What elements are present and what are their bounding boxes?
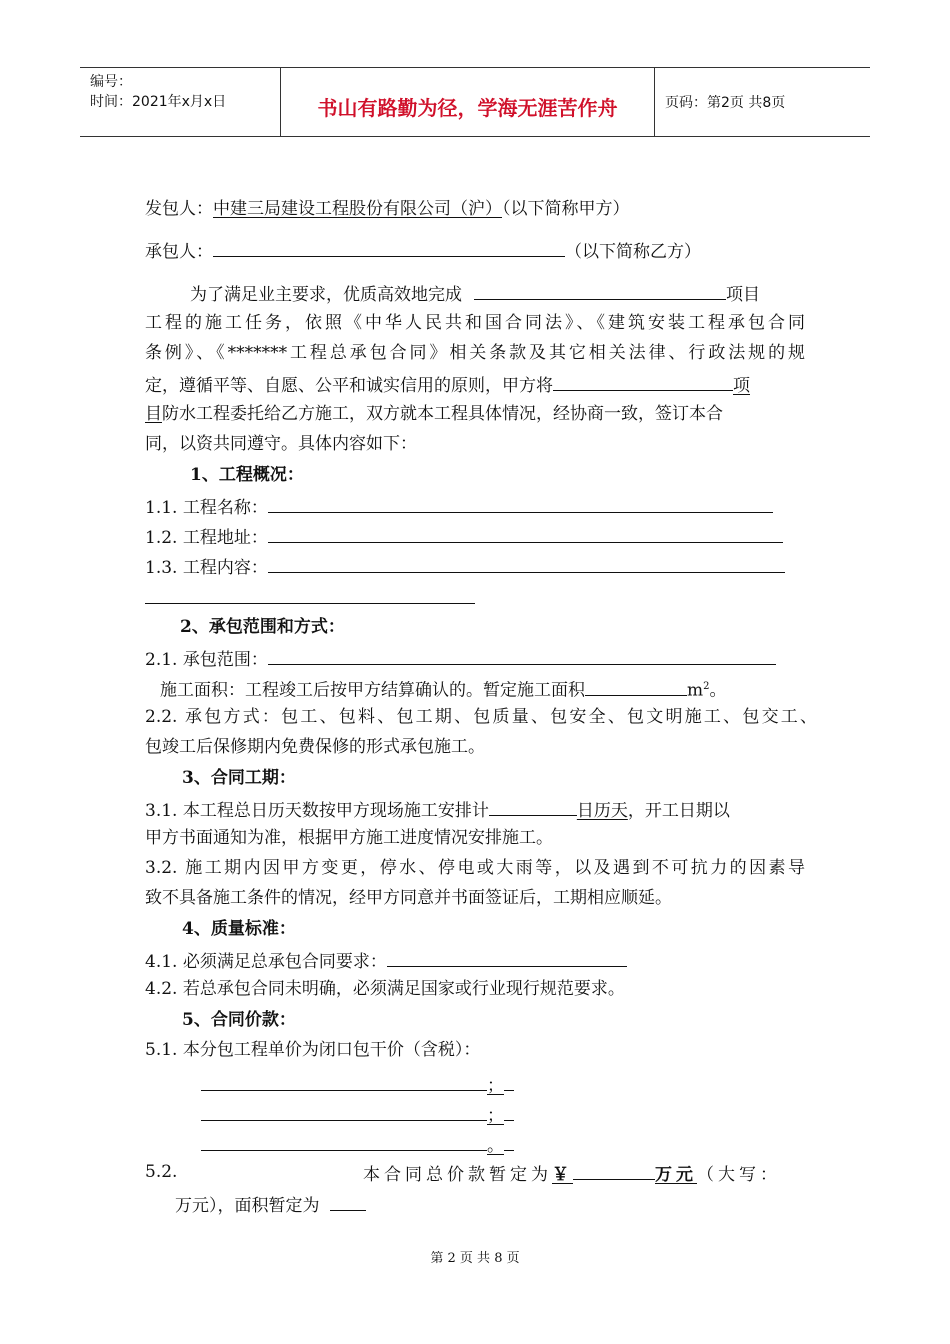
item-3-1	[145, 797, 730, 822]
preamble-line-3: 条例》、《*******工程总承包合同》相关条款及其它相关法律、行政法规的规	[145, 343, 805, 363]
item-label: 1.3. 工程内容：	[145, 558, 268, 578]
item-text: ，开工日期以	[627, 801, 730, 821]
wanyuan: 万元	[655, 1165, 697, 1185]
price-blank	[201, 1132, 487, 1151]
preamble-line-4	[145, 372, 750, 397]
item-label: 2.1. 承包范围：	[145, 650, 268, 670]
area-end: 。	[709, 680, 727, 701]
item-3-2-continued: 致不具备施工条件的情况，经甲方同意并书面签证后，工期相应顺延。	[145, 888, 672, 908]
item-5-2-continued	[175, 1192, 366, 1217]
page-header	[80, 67, 870, 137]
item-5-2-number: 5.2.	[145, 1162, 178, 1182]
contractor-blank	[213, 238, 565, 257]
price-line-3	[201, 1132, 514, 1157]
item-5-2	[363, 1161, 781, 1186]
preamble-line-6: 同，以资共同遵守。具体内容如下：	[145, 434, 417, 454]
project-blank-2	[553, 372, 733, 391]
item-4-2: 4.2. 若总承包合同未明确，必须满足国家或行业现行规范要求。	[145, 979, 625, 999]
project-blank	[474, 281, 726, 300]
price-line-2	[201, 1102, 514, 1127]
employer-line	[145, 198, 630, 220]
section-2-title: 2、承包范围和方式：	[180, 617, 345, 637]
item-3-1-continued: 甲方书面通知为准，根据甲方施工进度情况安排施工。	[145, 828, 553, 848]
item-1-2	[145, 524, 783, 549]
item-text: 3.1. 本工程总日历天数按甲方现场施工安排计	[145, 801, 489, 821]
contractor-label: 承包人：	[145, 242, 213, 262]
item-text: 万元），面积暂定为	[175, 1196, 320, 1216]
preamble-text: 为了满足业主要求，优质高效地完成	[190, 285, 462, 305]
area-text: 施工面积：工程竣工后按甲方结算确认的。暂定施工面积	[160, 680, 585, 701]
page-label: 页码：第2页 共8页	[665, 95, 786, 111]
upper-label: （大写：	[697, 1165, 781, 1185]
preamble-line-2: 工程的施工任务，依照《中华人民共和国合同法》、《建筑安装工程承包合同	[145, 313, 805, 333]
price-blank-tail	[504, 1102, 514, 1121]
item-1-3	[145, 554, 785, 579]
project-name-blank	[268, 494, 773, 513]
price-end: 。	[487, 1136, 504, 1156]
project-content-blank	[268, 554, 785, 573]
preamble-text: 项	[733, 376, 750, 396]
contractor-line	[145, 238, 701, 263]
employer-label: 发包人：	[145, 199, 213, 219]
header-motto-cell	[280, 68, 655, 136]
price-blank-tail	[504, 1072, 514, 1091]
days-blank	[489, 797, 577, 816]
item-text: 4.1. 必须满足总承包合同要求：	[145, 952, 387, 972]
scope-blank	[268, 646, 776, 665]
item-3-2: 3.2. 施工期内因甲方变更，停水、停电或大雨等，以及遇到不可抗力的因素导	[145, 858, 805, 878]
contractor-note: （以下简称乙方）	[565, 242, 701, 262]
area-blank	[585, 677, 687, 696]
preamble-text: 目	[145, 404, 162, 424]
employer-note: （以下简称甲方）	[502, 199, 630, 219]
number-label: 编号：	[90, 74, 132, 90]
project-address-blank	[268, 524, 783, 543]
price-end: ；	[487, 1076, 504, 1096]
section-5-title: 5、合同价款：	[182, 1010, 296, 1030]
quality-blank	[387, 948, 627, 967]
yen-symbol: ￥	[552, 1165, 573, 1185]
construction-area-line	[160, 676, 727, 702]
item-1-1	[145, 494, 773, 519]
preamble-line-5	[145, 403, 723, 425]
section-3-title: 3、合同工期：	[182, 768, 296, 788]
preamble-text: 定，遵循平等、自愿、公平和诚实信用的原则，甲方将	[145, 376, 553, 396]
item-text: 本合同总价款暂定为	[363, 1165, 552, 1185]
area-unit-sup: 2	[703, 681, 710, 692]
item-1-3-continued	[145, 585, 475, 610]
item-text: 日历天	[576, 801, 628, 821]
date-label: 时间：2021年x月x日	[90, 94, 227, 110]
header-meta	[80, 68, 280, 136]
item-2-2-continued: 包竣工后保修期内免费保修的形式承包施工。	[145, 737, 485, 757]
price-blank	[201, 1102, 487, 1121]
item-5-1: 5.1. 本分包工程单价为闭口包干价（含税）：	[145, 1040, 481, 1060]
item-2-1	[145, 646, 776, 671]
page-footer: 第 2 页 共 8 页	[430, 1251, 520, 1266]
section-4-title: 4、质量标准：	[182, 919, 296, 939]
price-end: ；	[487, 1106, 504, 1126]
preamble-text: 防水工程委托给乙方施工，双方就本工程具体情况，经协商一致，签订本合	[162, 404, 723, 424]
section-1-title: 1、工程概况：	[190, 465, 304, 485]
project-content-blank-2	[145, 585, 475, 604]
preamble-line-1	[190, 281, 760, 306]
total-price-blank	[573, 1161, 655, 1180]
price-blank	[201, 1072, 487, 1091]
area-blank-2	[330, 1192, 366, 1211]
area-unit: m	[687, 680, 704, 701]
item-label: 1.1. 工程名称：	[145, 498, 268, 518]
item-2-2: 2.2. 承包方式：包工、包料、包工期、包质量、包安全、包文明施工、包交工、	[145, 707, 817, 727]
price-line-1	[201, 1072, 514, 1097]
preamble-text: 项目	[726, 285, 760, 305]
price-blank-tail	[504, 1132, 514, 1151]
item-4-1	[145, 948, 627, 973]
item-label: 1.2. 工程地址：	[145, 528, 268, 548]
motto: 书山有路勤为径，学海无涯苦作舟	[317, 96, 618, 120]
employer-name: 中建三局建设工程股份有限公司（沪）	[213, 199, 502, 219]
